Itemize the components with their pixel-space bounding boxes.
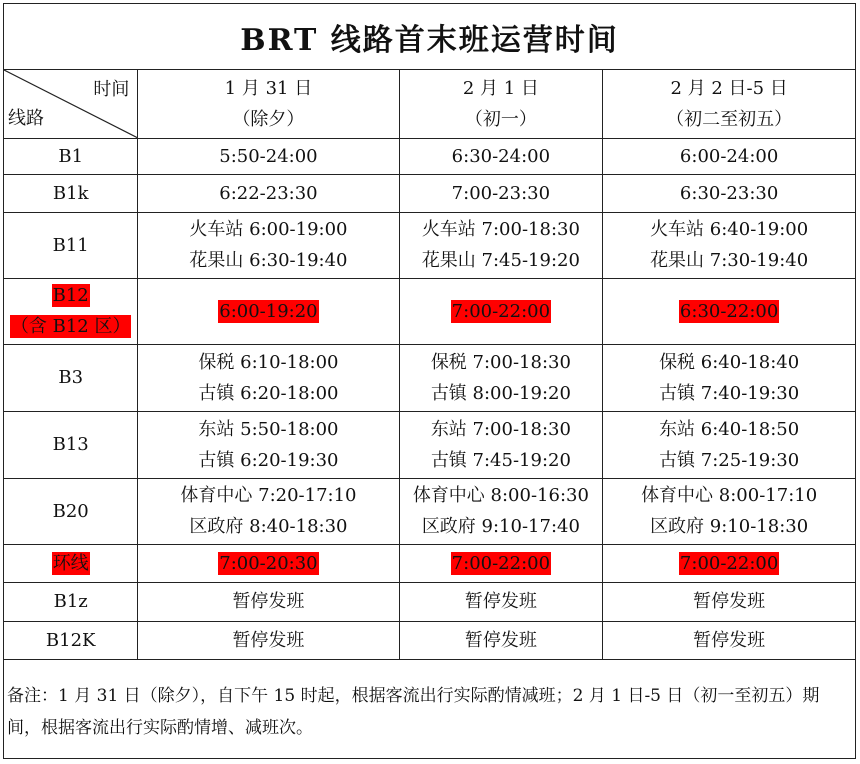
schedule-table: [4, 70, 855, 660]
route-name-text: B1: [58, 145, 84, 167]
column-note: （初二至初五）: [666, 108, 793, 130]
schedule-time: [603, 548, 855, 579]
route-cell: [4, 478, 138, 544]
schedule-time-text: 体育中心 7:20-17:10: [180, 485, 357, 506]
schedule-time-text: 暂停发班: [464, 591, 537, 612]
page-title: BRT 线路首末班运营时间: [4, 4, 855, 70]
route-name: [4, 230, 137, 261]
schedule-time: [400, 214, 603, 245]
schedule-time: [603, 445, 855, 476]
schedule-time: [138, 378, 398, 409]
table-row: [4, 411, 855, 478]
route-name: [4, 429, 137, 460]
schedule-time-text: 7:00-23:30: [451, 182, 551, 204]
schedule-time: [138, 511, 398, 542]
schedule-cell: [138, 621, 399, 659]
route-name-text: B3: [58, 367, 84, 388]
route-cell: [4, 138, 138, 174]
schedule-time: [603, 245, 855, 276]
schedule-time-text: 6:30-22:00: [679, 300, 779, 322]
schedule-time: [603, 511, 855, 542]
schedule-cell: [603, 212, 855, 278]
schedule-cell: [399, 582, 603, 621]
schedule-time: [138, 625, 398, 656]
route-cell: [4, 411, 138, 478]
schedule-time-text: 体育中心 8:00-17:10: [641, 485, 818, 506]
schedule-cell: [603, 478, 855, 544]
schedule-time: [400, 347, 603, 378]
route-name-text: （含 B12 区）: [10, 316, 131, 337]
schedule-cell: [603, 138, 855, 174]
schedule-cell: [399, 138, 603, 174]
schedule-time-text: 6:00-24:00: [679, 145, 779, 167]
schedule-time-text: 7:00-22:00: [451, 552, 551, 574]
schedule-time-text: 6:30-24:00: [451, 145, 551, 167]
schedule-time-text: 东站 5:50-18:00: [198, 418, 339, 440]
schedule-cell: [138, 544, 399, 582]
route-name: [4, 496, 137, 527]
schedule-time: [138, 245, 398, 276]
schedule-time: [138, 480, 398, 511]
schedule-time-text: 花果山 6:30-19:40: [189, 250, 348, 271]
schedule-cell: [138, 582, 399, 621]
route-cell: [4, 212, 138, 278]
schedule-time: [400, 245, 603, 276]
schedule-time: [400, 445, 603, 476]
route-name: [4, 280, 137, 311]
schedule-time: [603, 214, 855, 245]
schedule-time: [603, 378, 855, 409]
schedule-time: [603, 296, 855, 327]
schedule-cell: [399, 278, 603, 344]
schedule-cell: [138, 278, 399, 344]
schedule-time: [603, 178, 855, 209]
table-row: [4, 174, 855, 212]
column-date: 2 月 2 日-5 日: [670, 77, 788, 99]
schedule-time: [138, 586, 398, 617]
route-cell: [4, 344, 138, 411]
table-row: [4, 621, 855, 659]
schedule-time-text: 东站 7:00-18:30: [430, 418, 571, 440]
schedule-cell: [399, 478, 603, 544]
schedule-time: [138, 445, 398, 476]
schedule-time: [400, 141, 603, 172]
schedule-cell: [399, 411, 603, 478]
schedule-cell: [603, 582, 855, 621]
column-header-0: [138, 70, 399, 138]
schedule-time-text: 6:30-23:30: [679, 182, 779, 204]
schedule-time-text: 东站 6:40-18:50: [659, 418, 800, 440]
schedule-cell: [138, 478, 399, 544]
schedule-cell: [138, 212, 399, 278]
route-name: [4, 625, 137, 656]
column-date: 1 月 31 日: [224, 77, 313, 99]
schedule-time-text: 区政府 9:10-18:30: [650, 516, 809, 537]
schedule-time: [603, 586, 855, 617]
schedule-time: [138, 178, 398, 209]
corner-label-route: 线路: [8, 107, 44, 129]
schedule-cell: [138, 344, 399, 411]
route-name-text: B12: [52, 285, 89, 306]
schedule-time-text: 暂停发班: [232, 591, 305, 612]
route-cell: [4, 544, 138, 582]
route-name-text: B1z: [53, 591, 88, 612]
route-name-text: B1k: [52, 182, 89, 204]
corner-label-time: 时间: [93, 79, 130, 100]
table-row: [4, 278, 855, 344]
route-name: [4, 178, 137, 209]
route-name: [4, 311, 137, 342]
schedule-time-text: 暂停发班: [464, 629, 537, 651]
schedule-time: [400, 548, 603, 579]
schedule-time: [138, 214, 398, 245]
schedule-time-text: 暂停发班: [693, 629, 766, 651]
schedule-time: [400, 511, 603, 542]
route-cell: [4, 621, 138, 659]
schedule-time-text: 火车站 6:40-19:00: [650, 219, 809, 240]
header-row: [4, 70, 855, 138]
schedule-time-text: 5:50-24:00: [219, 145, 318, 167]
column-header-1: [399, 70, 603, 138]
corner-header-cell: [4, 70, 138, 138]
schedule-time-text: 古镇 7:45-19:20: [430, 449, 571, 471]
schedule-time-text: 暂停发班: [232, 629, 305, 651]
schedule-time: [400, 625, 603, 656]
schedule-time-text: 暂停发班: [693, 591, 766, 612]
table-row: [4, 138, 855, 174]
table-row: [4, 582, 855, 621]
schedule-time-text: 古镇 7:40-19:30: [659, 382, 800, 404]
schedule-cell: [603, 621, 855, 659]
schedule-time-text: 古镇 6:20-18:00: [198, 382, 339, 404]
route-name: [4, 362, 137, 393]
schedule-time-text: 7:00-22:00: [451, 300, 551, 322]
schedule-time-text: 花果山 7:45-19:20: [421, 250, 580, 271]
column-note: （初一）: [464, 108, 537, 130]
column-date: 2 月 1 日: [462, 77, 539, 99]
schedule-cell: [399, 621, 603, 659]
schedule-cell: [603, 544, 855, 582]
schedule-time: [603, 480, 855, 511]
schedule-time-text: 7:00-22:00: [679, 552, 779, 574]
schedule-time-text: 7:00-20:30: [219, 552, 318, 574]
schedule-time: [138, 141, 398, 172]
schedule-time-text: 6:22-23:30: [219, 182, 318, 204]
schedule-cell: [138, 138, 399, 174]
table-row: [4, 344, 855, 411]
route-cell: [4, 582, 138, 621]
route-name-text: B12K: [45, 629, 96, 651]
schedule-time: [400, 480, 603, 511]
schedule-time-text: 区政府 9:10-17:40: [421, 516, 580, 537]
route-name: [4, 586, 137, 617]
schedule-cell: [603, 174, 855, 212]
schedule-cell: [399, 212, 603, 278]
schedule-sheet: [3, 3, 856, 759]
route-cell: [4, 278, 138, 344]
schedule-time-text: 6:00-19:20: [219, 300, 318, 322]
route-name-text: B20: [52, 500, 89, 522]
schedule-cell: [603, 278, 855, 344]
column-note: （除夕）: [232, 108, 305, 130]
table-row: [4, 544, 855, 582]
schedule-time: [400, 178, 603, 209]
table-row: [4, 478, 855, 544]
schedule-time: [603, 347, 855, 378]
route-name: [4, 548, 137, 579]
schedule-time-text: 区政府 8:40-18:30: [189, 516, 348, 537]
schedule-time-text: 火车站 6:00-19:00: [189, 219, 348, 240]
schedule-time: [138, 347, 398, 378]
schedule-time: [400, 414, 603, 445]
schedule-time: [400, 296, 603, 327]
schedule-time: [603, 141, 855, 172]
schedule-cell: [399, 174, 603, 212]
schedule-cell: [138, 411, 399, 478]
schedule-cell: [399, 544, 603, 582]
schedule-time-text: 古镇 7:25-19:30: [659, 449, 800, 471]
column-header-2: [603, 70, 855, 138]
schedule-time-text: 花果山 7:30-19:40: [650, 250, 809, 271]
schedule-time: [603, 625, 855, 656]
route-name-text: B11: [52, 234, 89, 256]
schedule-cell: [603, 344, 855, 411]
schedule-time-text: 古镇 8:00-19:20: [430, 382, 571, 404]
schedule-cell: [603, 411, 855, 478]
schedule-time: [138, 548, 398, 579]
schedule-cell: [399, 344, 603, 411]
schedule-time-text: 保税 6:10-18:00: [198, 351, 339, 373]
schedule-time: [603, 414, 855, 445]
schedule-time: [138, 296, 398, 327]
schedule-time-text: 体育中心 8:00-16:30: [412, 485, 589, 506]
schedule-time-text: 保税 7:00-18:30: [430, 351, 571, 373]
schedule-time: [400, 586, 603, 617]
route-cell: [4, 174, 138, 212]
route-name: [4, 141, 137, 172]
remark-note: 备注：1 月 31 日（除夕），自下午 15 时起，根据客流出行实际酌情减班；2 月 1 日-5 日（初一至初五）期间，根据客流出行实际酌情增、减班次。: [7, 686, 820, 738]
schedule-time: [138, 414, 398, 445]
schedule-cell: [138, 174, 399, 212]
table-row: [4, 212, 855, 278]
schedule-time: [400, 378, 603, 409]
schedule-time-text: 保税 6:40-18:40: [659, 351, 800, 373]
route-name-text: 环线: [52, 552, 89, 574]
schedule-time-text: 火车站 7:00-18:30: [421, 219, 580, 240]
route-name-text: B13: [52, 434, 89, 455]
schedule-time-text: 古镇 6:20-19:30: [198, 449, 339, 471]
